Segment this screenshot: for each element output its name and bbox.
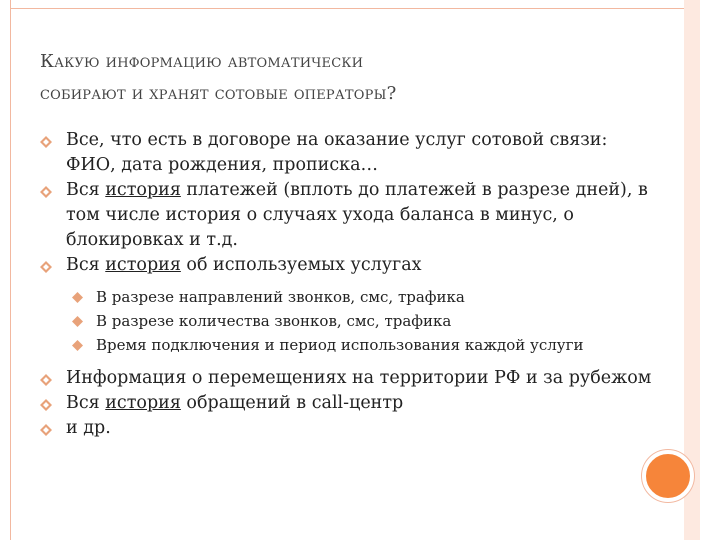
item-text: Информация о перемещениях на территории РФ и за рубежом xyxy=(66,368,652,388)
diamond-bullet-icon xyxy=(40,261,52,273)
sub-item-text: В разрезе направлений звонков, смс, трафика xyxy=(96,288,465,306)
title-line1-text: акую информацию автоматически xyxy=(54,51,364,72)
diamond-bullet-icon xyxy=(40,136,52,148)
title-line2-text: собирают и хранят сотовые операторы xyxy=(40,83,387,104)
item-text-pre: Вся xyxy=(66,393,106,413)
list-item xyxy=(38,253,658,278)
list-item xyxy=(38,366,658,391)
item-text-pre: Вся xyxy=(66,255,106,275)
list-item xyxy=(38,416,658,441)
item-text-post: обращений в call-центр xyxy=(180,393,404,413)
sub-item-text: В разрезе количества звонков, смс, трафика xyxy=(96,312,452,330)
list-item xyxy=(38,128,658,178)
sub-list-item xyxy=(38,286,658,308)
title-line-1 xyxy=(40,46,660,78)
item-text-pre: Вся xyxy=(66,180,106,200)
title-cap: К xyxy=(40,51,55,72)
diamond-bullet-icon xyxy=(72,340,83,351)
diamond-bullet-icon xyxy=(40,424,52,436)
item-text-post: об используемых услугах xyxy=(180,255,422,275)
diamond-bullet-icon xyxy=(72,292,83,303)
list-item xyxy=(38,391,658,416)
sub-list-item xyxy=(38,334,658,356)
item-text: и др. xyxy=(66,418,111,438)
item-text: Все, что есть в договоре на оказание услуг сотовой связи: ФИО, дата рождения, прописка… xyxy=(66,130,608,175)
sub-list xyxy=(38,286,658,356)
list-item xyxy=(38,178,658,253)
item-text-underlined: история xyxy=(105,255,181,275)
sub-item-text: Время подключения и период использования каждой услуги xyxy=(96,336,584,354)
diamond-bullet-icon xyxy=(40,186,52,198)
slide-body xyxy=(38,128,658,441)
diamond-bullet-icon xyxy=(40,399,52,411)
sub-list-item xyxy=(38,310,658,332)
title-line-2 xyxy=(40,78,660,110)
diamond-bullet-icon xyxy=(40,374,52,386)
slide-title xyxy=(40,46,660,110)
diamond-bullet-icon xyxy=(72,316,83,327)
item-text-underlined: история xyxy=(105,393,181,413)
item-text-post: платежей (вплоть до платежей в разрезе дней), в том числе история о случаях ухода баланса в минус, о блокировках и т.д. xyxy=(66,180,648,250)
item-text-underlined: история xyxy=(105,180,181,200)
title-question: ? xyxy=(386,83,397,104)
orange-circle-decoration xyxy=(642,450,694,502)
